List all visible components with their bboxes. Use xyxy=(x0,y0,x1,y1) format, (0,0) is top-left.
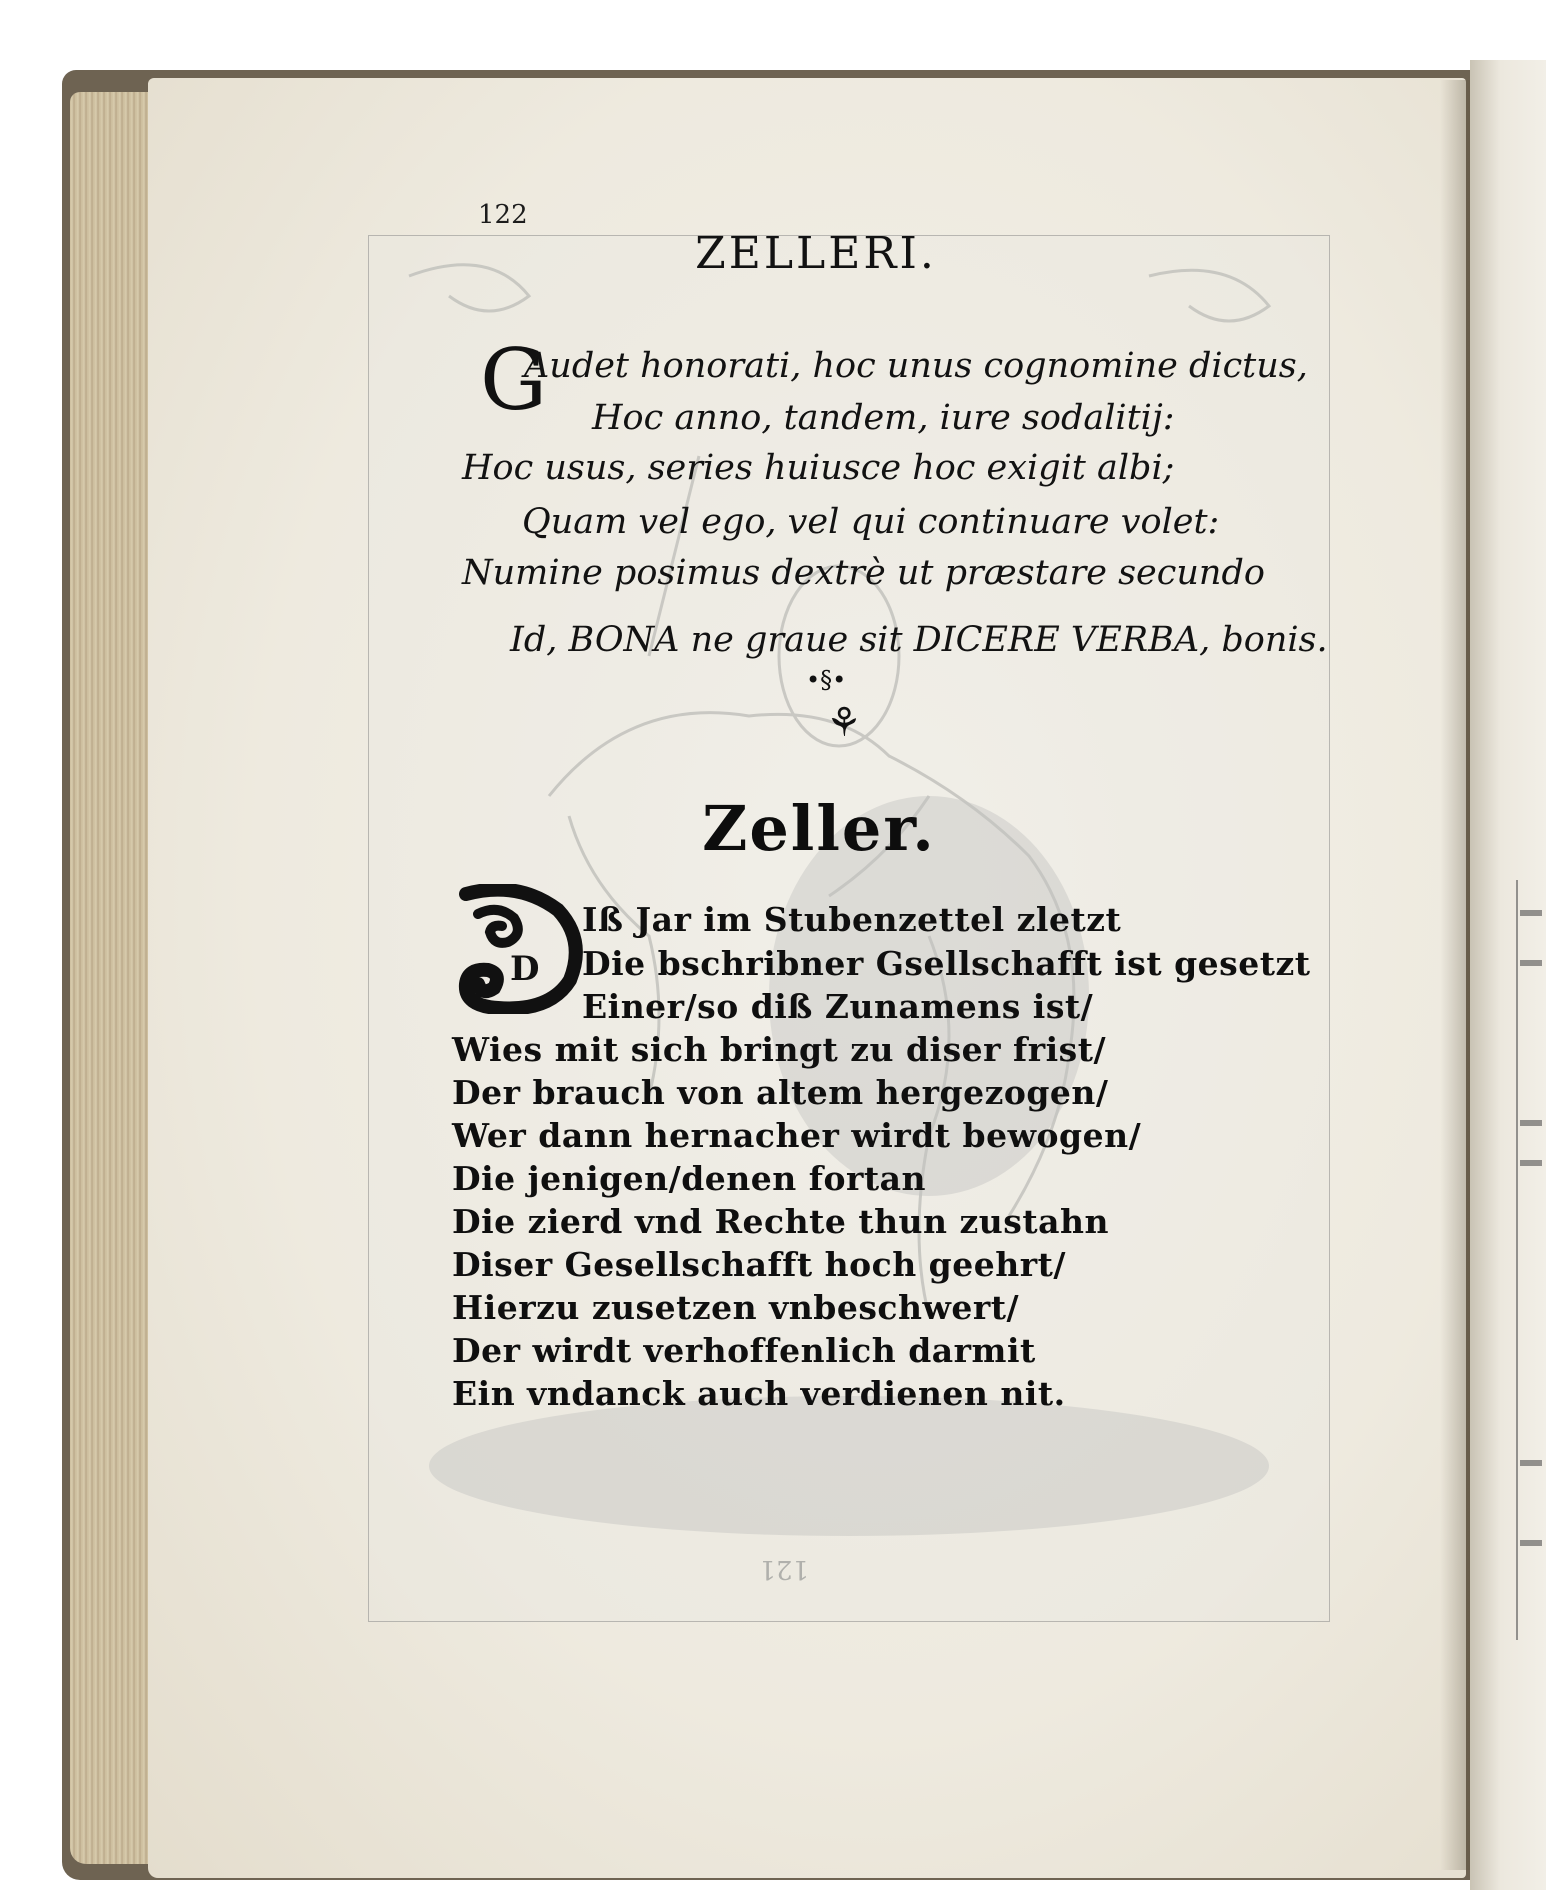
gutter-shadow xyxy=(1440,80,1470,1870)
right-page-text-fragment xyxy=(1520,1460,1542,1466)
german-line-8: Die zierd vnd Rechte thun zustahn xyxy=(452,1202,1109,1241)
initial-letter: D xyxy=(510,949,540,989)
german-line-12: Ein vndanck auch verdienen nit. xyxy=(452,1374,1066,1413)
right-page-text-fragment xyxy=(1520,1540,1542,1546)
right-page-text-fragment xyxy=(1520,1120,1542,1126)
latin-line-6: Id, BONA ne graue sit DICERE VERBA, bonis. xyxy=(510,620,1328,660)
ornament-line: •§• xyxy=(806,666,847,694)
right-page-text-fragment xyxy=(1520,910,1542,916)
german-line-10: Hierzu zusetzen vnbeschwert/ xyxy=(452,1288,1020,1327)
german-line-11: Der wirdt verhoffenlich darmit xyxy=(452,1331,1036,1370)
latin-line-2: Hoc anno, tandem, iure sodalitij: xyxy=(592,398,1175,438)
german-line-6: Wer dann hernacher wirdt bewogen/ xyxy=(452,1116,1142,1155)
latin-line-3: Hoc usus, series huiusce hoc exigit albi; xyxy=(462,448,1175,488)
german-heading: Zeller. xyxy=(702,792,936,865)
german-line-9: Diser Gesellschafft hoch geehrt/ xyxy=(452,1245,1066,1284)
latin-line-5: Numine posimus dextrè ut præstare secundo xyxy=(462,553,1265,593)
right-page-text-fragment xyxy=(1520,1160,1542,1166)
german-line-7: Die jenigen/denen fortan xyxy=(452,1159,926,1198)
latin-line-1: Audet honorati, hoc unus cognomine dictus, xyxy=(524,346,1308,386)
german-line-2: Die bschribner Gsellschafft ist gesetzt xyxy=(582,944,1311,983)
latin-dropcap: G xyxy=(480,331,548,429)
right-page-text-fragment xyxy=(1520,960,1542,966)
ornate-initial-d xyxy=(458,884,584,1014)
right-page-rule xyxy=(1516,880,1518,1640)
german-line-1: Iß Jar im Stubenzettel zletzt xyxy=(582,900,1122,939)
german-line-4: Wies mit sich bringt zu diser frist/ xyxy=(452,1030,1107,1069)
german-line-3: Einer/so diß Zunamens ist/ xyxy=(582,987,1094,1026)
german-line-5: Der brauch von altem hergezogen/ xyxy=(452,1073,1109,1112)
right-page-fragment xyxy=(1470,60,1546,1890)
latin-line-4: Quam vel ego, vel qui continuare volet: xyxy=(522,502,1220,542)
page-number: 122 xyxy=(478,200,528,230)
latin-heading: ZELLERI. xyxy=(695,228,937,279)
page-edges xyxy=(70,92,160,1864)
ornament-fleuron: ⚘ xyxy=(826,700,862,746)
plate-number: 121 xyxy=(759,1554,809,1584)
